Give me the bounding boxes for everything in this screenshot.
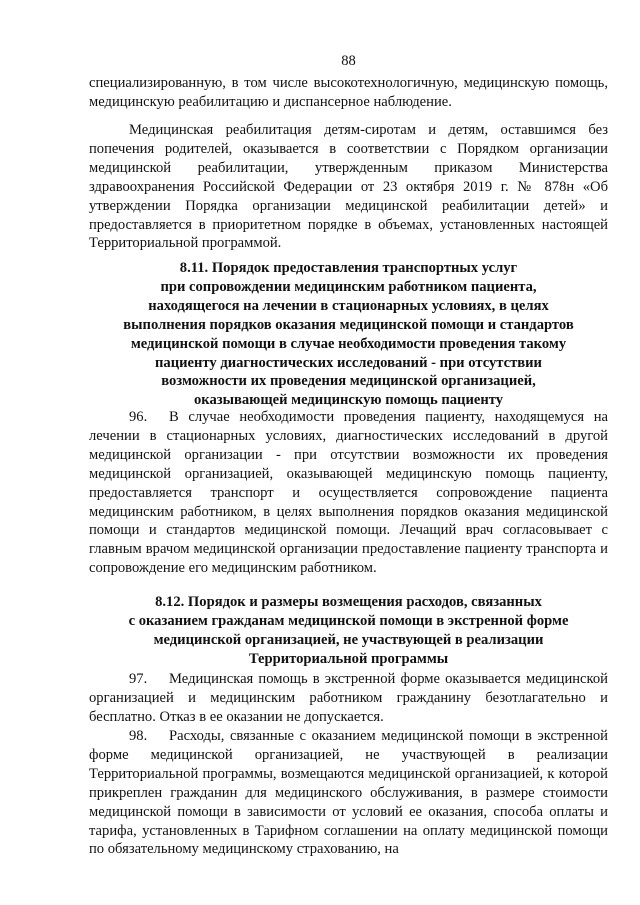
heading-line: при сопровождении медицинским работником пациента,	[160, 278, 537, 295]
heading-line: пациенту диагностических исследований - при отсутствии	[155, 354, 542, 371]
section-heading-8-12	[89, 593, 608, 669]
page-number: 88	[341, 53, 356, 69]
heading-line: выполнения порядков оказания медицинской помощи и стандартов	[123, 316, 574, 333]
heading-line: медицинской помощи в случае необходимости проведения такому	[130, 335, 567, 352]
paragraph-text: В случае необходимости проведения пациенту, находящемуся на лечении в стационарных условиях, диагностических исследований в другой медицинской организации - при отсутствии возможности их проведения медицинской организацией, оказывающей медицинскую помощь пациенту, предоставляется транспорт и осуществляется сопровождение пациента медицинским работником, в целях выполнения порядков оказания медицинской помощи и стандартов медицинской помощи. Лечащий врач согласовывает с главным врачом медицинской организации предоставление пациенту транспорта и сопровождение его медицинским работником.	[89, 409, 608, 577]
heading-line: 8.12. Порядок и размеры возмещения расходов, связанных	[155, 594, 542, 610]
paragraph-number: 97.	[129, 671, 148, 687]
paragraph-96	[89, 408, 608, 578]
heading-line: находящегося на лечении в стационарных условиях, в целях	[148, 297, 549, 314]
heading-line: 8.11. Порядок предоставления транспортных услуг	[179, 260, 518, 276]
paragraph-97	[89, 670, 608, 727]
paragraph-text: Медицинская помощь в экстренной форме оказывается медицинской организацией и медицинским работником гражданину безотлагательно и бесплатно. Отказ в ее оказании не допускается.	[89, 671, 608, 725]
heading-line: медицинской организацией, не участвующей в реализации	[153, 631, 544, 648]
heading-line: оказывающей медицинскую помощь пациенту	[193, 392, 504, 409]
paragraph-rehabilitation: Медицинская реабилитация детям-сиротам и детям, оставшимся без попечения родителей, оказывается в соответствии с Порядком организации медицинской реабилитации, утвержденным приказом Министерства здравоохранения Российской Федерации от 23 октября 2019 г. № 878н «Об утверждении Порядка организации медицинской реабилитации детей» и предоставляется в приоритетном порядке в объемах, установленных настоящей Территориальной программой.	[89, 122, 608, 252]
section-heading-8-11	[89, 259, 608, 410]
heading-line: Территориальной программы	[248, 650, 449, 667]
heading-line: возможности их проведения медицинской организацией,	[161, 373, 536, 390]
paragraph-text: Расходы, связанные с оказанием медицинской помощи в экстренной форме медицинской организацией, не участвующей в реализации Территориальной программы, возмещаются медицинской организацией, к которой прикреплен гражданин для медицинского обслуживания, в размере стоимости медицинской помощи в зависимости от условий ее оказания, способа оплаты и тарифа, установленных в Тарифном соглашении на оплату медицинской помощи по обязательному медицинскому страхованию, на	[89, 728, 608, 858]
heading-line: с оказанием гражданам медицинской помощи в экстренной форме	[128, 612, 569, 629]
paragraph-number: 98.	[129, 728, 148, 744]
paragraph-continuation: специализированную, в том числе высокотехнологичную, медицинскую помощь, медицинскую реабилитацию и диспансерное наблюдение.	[89, 75, 608, 110]
paragraph-98	[89, 727, 608, 859]
paragraph-number: 96.	[129, 409, 148, 425]
